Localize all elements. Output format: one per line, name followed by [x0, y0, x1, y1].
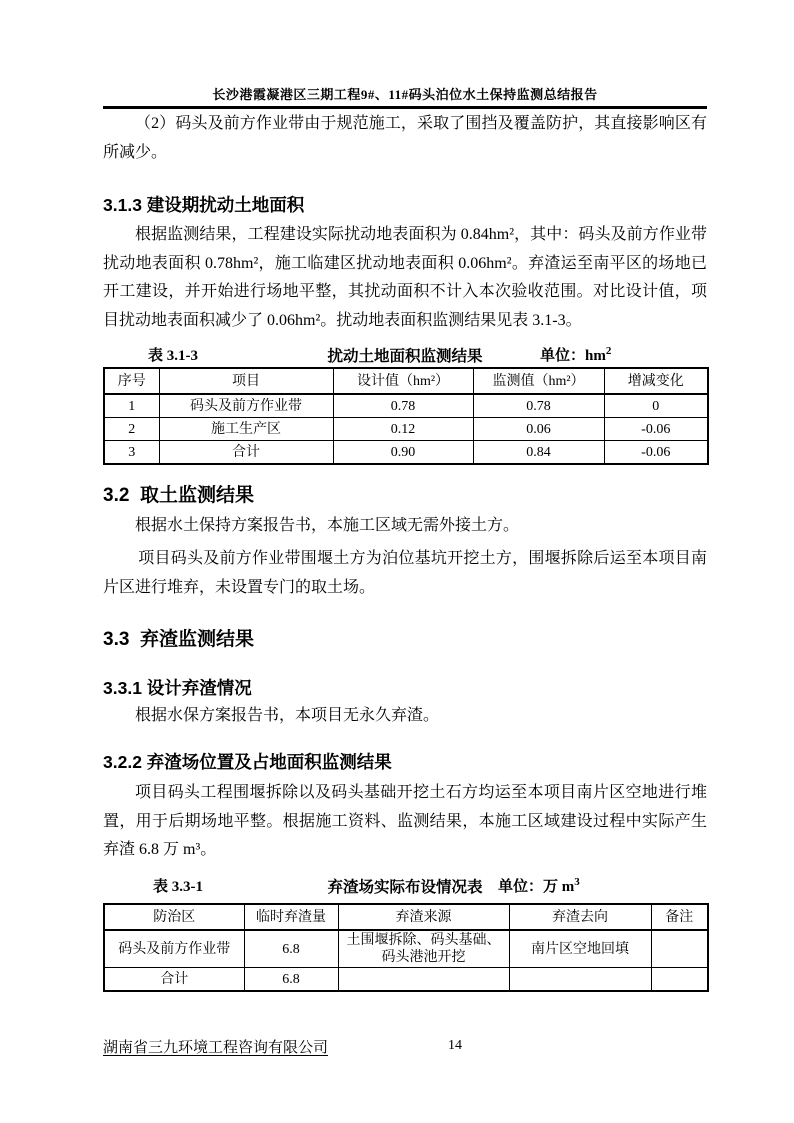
table-cell: 2 [104, 418, 159, 441]
table-cell [338, 968, 509, 992]
table-cell: 0 [604, 394, 708, 418]
table-cell: 6.8 [244, 930, 338, 968]
table-cell: 南片区空地回填 [509, 930, 651, 968]
table-cell: -0.06 [604, 418, 708, 441]
table-cell: 0.78 [333, 394, 473, 418]
table-cell: 码头及前方作业带 [104, 930, 244, 968]
table-313-caption [103, 344, 707, 366]
table-cell: 0.84 [473, 441, 604, 465]
section-heading-3-3: 3.3 弃渣监测结果 [103, 629, 254, 650]
table-cell: 0.06 [473, 418, 604, 441]
column-header: 临时弃渣量 [244, 904, 338, 930]
column-header: 项目 [159, 368, 333, 394]
paragraph-3-2-2: 项目码头工程围堰拆除以及码头基础开挖土石方均运至本项目南片区空地进行堆置，用于后期场地平整。根据施工资料、监测结果，本施工区域建设过程中实际产生弃渣 6.8 万 m³。 [103, 784, 707, 858]
table-313-unit-sup: 2 [605, 345, 612, 357]
footer-company-name: 湖南省三九环境工程咨询有限公司 [103, 1040, 329, 1056]
table-cell: 合计 [104, 968, 244, 992]
table-331-unit-sup: 3 [574, 876, 580, 888]
paragraph-3-2-a: 根据水土保持方案报告书，本施工区域无需外接土方。 [135, 517, 520, 534]
table-cell: 0.78 [473, 394, 604, 418]
table-331-title: 弃渣场实际布设情况表 [327, 879, 483, 896]
table-header-row [104, 368, 708, 394]
table-313-unit-text: 单位：hm [540, 348, 606, 364]
paragraph-3-1-3: 根据监测结果，工程建设实际扰动地表面积为 0.84hm²，其中：码头及前方作业带扰动地表面积 0.78hm²，施工临建区扰动地表面积 0.06hm²。弃渣运至南平区的场地已开工建设，并开始进行场地平整，其扰动面积不计入本次验收范围。对比设计值，项目扰动地表面积减少了 0.06hm²。扰动地表面积监测结果见表 3.1-3。 [103, 226, 707, 329]
page-number: 14 [448, 1038, 462, 1053]
paragraph-intro: （2）码头及前方作业带由于规范施工，采取了围挡及覆盖防护，其直接影响区有所减少。 [103, 115, 707, 161]
table-331-unit [498, 875, 580, 896]
table-cell: 施工生产区 [159, 418, 333, 441]
table-cell: -0.06 [604, 441, 708, 465]
table-313-title: 扰动土地面积监测结果 [327, 348, 483, 365]
paragraph-3-3-1: 根据水保方案报告书，本项目无永久弃渣。 [135, 707, 440, 724]
table-cell: 6.8 [244, 968, 338, 992]
table-331-caption [103, 875, 707, 897]
column-header: 备注 [651, 904, 708, 930]
paragraph-3-2-b: 项目码头及前方作业带围堰土方为泊位基坑开挖土方，围堰拆除后运至本项目南片区进行堆弃，未设置专门的取土场。 [103, 550, 707, 596]
section-heading-3-3-1: 3.3.1 设计弃渣情况 [103, 678, 252, 698]
section-heading-3-1-3: 3.1.3 建设期扰动土地面积 [103, 195, 305, 215]
running-header-title: 长沙港霞凝港区三期工程9#、11#码头泊位水土保持监测总结报告 [103, 84, 707, 109]
column-header: 监测值（hm²） [473, 368, 604, 394]
table-331-unit-text: 单位：万 m [498, 879, 575, 895]
column-header: 弃渣来源 [338, 904, 509, 930]
table-cell: 3 [104, 441, 159, 465]
table-row [104, 418, 708, 441]
table-cell: 0.90 [333, 441, 473, 465]
table-row [104, 394, 708, 418]
column-header: 弃渣去向 [509, 904, 651, 930]
table-header-row [104, 904, 708, 930]
table-row [104, 930, 708, 968]
table-row [104, 968, 708, 992]
column-header: 防治区 [104, 904, 244, 930]
table-disturbed-land-area [103, 367, 709, 465]
table-331-label: 表 3.3-1 [153, 879, 203, 895]
column-header: 设计值（hm²） [333, 368, 473, 394]
table-cell: 土围堰拆除、码头基础、码头港池开挖 [338, 930, 509, 968]
table-313-unit [540, 344, 611, 365]
column-header: 增减变化 [604, 368, 708, 394]
table-spoil-ground-layout [103, 903, 709, 992]
section-heading-3-2: 3.2 取土监测结果 [103, 485, 254, 506]
section-heading-3-2-2: 3.2.2 弃渣场位置及占地面积监测结果 [103, 752, 392, 772]
table-cell [509, 968, 651, 992]
table-313-label: 表 3.1-3 [148, 348, 198, 364]
table-cell: 0.12 [333, 418, 473, 441]
table-cell: 码头及前方作业带 [159, 394, 333, 418]
table-cell [651, 930, 708, 968]
table-row [104, 441, 708, 465]
table-cell: 合计 [159, 441, 333, 465]
column-header: 序号 [104, 368, 159, 394]
table-cell [651, 968, 708, 992]
table-cell: 1 [104, 394, 159, 418]
